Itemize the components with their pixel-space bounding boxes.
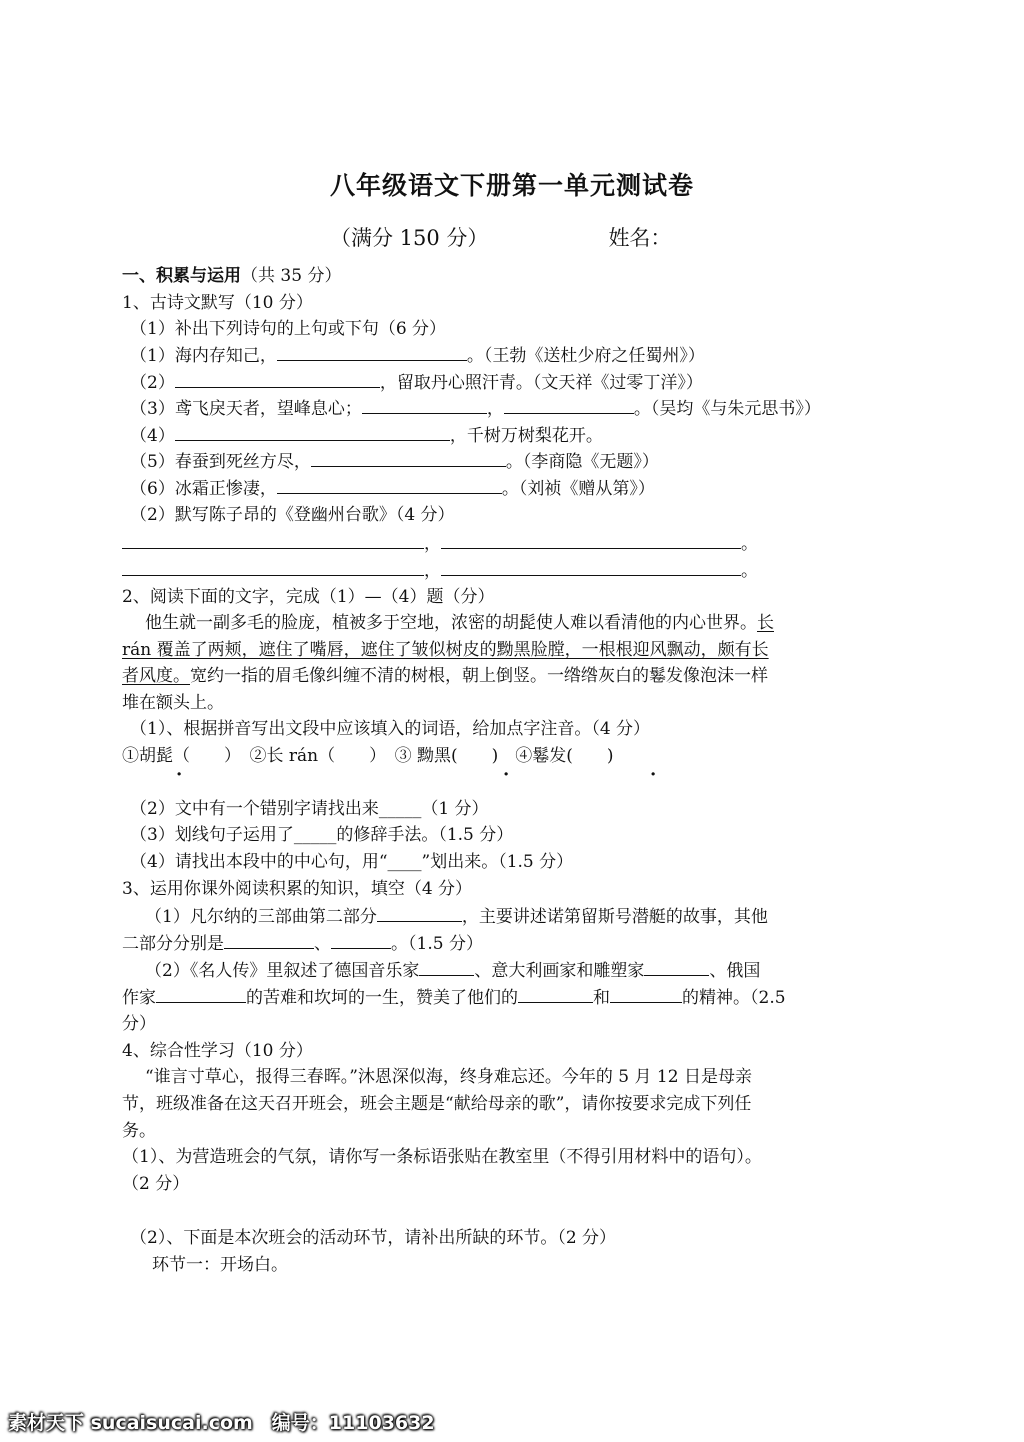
q4-sub1: （1）、为营造班会的气氛，请你写一条标语张贴在教室里（不得引用材料中的语句）。 <box>122 1147 762 1167</box>
q3-line-1: （1）凡尔纳的三部曲第二部分 ，主要讲述诺第留斯号潜艇的故事，其他 <box>145 907 768 927</box>
q4-title: 4、综合性学习（10 分） <box>122 1041 313 1061</box>
q2-sub4: （4）请找出本段中的中心句，用“____”划出来。（1.5 分） <box>130 852 574 872</box>
q1-sub2: （2）默写陈子昂的《登幽州台歌》（4 分） <box>130 505 455 525</box>
answer-blank[interactable] <box>362 397 487 414</box>
answer-blank[interactable] <box>175 424 450 441</box>
q3-line-5: 分） <box>122 1014 156 1034</box>
poem-line-6: （6）冰霜正惨凄， 。（刘祯《赠从第》） <box>130 479 655 499</box>
emphasis-dot: · <box>503 764 510 785</box>
answer-blank[interactable] <box>331 932 391 949</box>
subtitle <box>330 222 671 252</box>
q4-para-2: 节，班级准备在这天召开班会，班会主题是“献给母亲的歌”，请你按要求完成下列任 <box>122 1094 752 1114</box>
emphasis-dot: · <box>176 764 183 785</box>
answer-blank[interactable] <box>277 344 467 361</box>
q3-line-3: （2）《名人传》里叙述了德国音乐家 、意大利画家和雕塑家 、俄国 <box>145 961 761 981</box>
poem-line-1: （1）海内存知己， 。（王勃《送杜少府之任蜀州》） <box>130 346 705 366</box>
q4-para-1: “谁言寸草心，报得三春晖。”沐恩深似海，终身难忘还。今年的 5 月 12 日是母亲 <box>145 1067 752 1087</box>
full-score: （满分 150 分） <box>330 226 489 250</box>
q1-sub1: （1）补出下列诗句的上句或下句（6 分） <box>130 319 447 339</box>
name-label: 姓名： <box>608 226 672 250</box>
passage-line-3: 者风度。宽约一指的眉毛像纠缠不清的树根，朝上倒竖。一绺绺灰白的鬈发像泡沫一样 <box>122 666 768 686</box>
answer-blank[interactable] <box>377 905 462 922</box>
q1-title: 1、古诗文默写（10 分） <box>122 293 313 313</box>
answer-blank[interactable] <box>419 959 474 976</box>
q3-title: 3、运用你课外阅读积累的知识，填空（4 分） <box>122 879 473 899</box>
q4-sub1-score: （2 分） <box>122 1174 190 1194</box>
q4-para-3: 务。 <box>122 1121 156 1141</box>
q2-title: 2、阅读下面的文字，完成（1）—（4）题（分） <box>122 587 495 607</box>
q2-sub1: （1）、根据拼音写出文段中应该填入的词语，给加点字注音。（4 分） <box>130 719 651 739</box>
passage-line-4: 堆在额头上。 <box>122 693 224 713</box>
answer-blank[interactable] <box>504 397 634 414</box>
answer-blank[interactable] <box>518 986 593 1003</box>
answer-blank[interactable] <box>175 371 380 388</box>
q4-sub2-item: 环节一：开场白。 <box>152 1255 288 1275</box>
answer-blank[interactable] <box>122 532 424 549</box>
answer-blank[interactable] <box>610 986 682 1003</box>
poem-line-3: （3）鸢飞戾天者，望峰息心； ， 。（吴均《与朱元思书》） <box>130 399 821 419</box>
q2-sub1-items: ①胡髭（ ） ②长 rán（ ） ③ 黝黑( ) ④鬈发( ) <box>122 746 614 766</box>
answer-blank[interactable] <box>441 532 741 549</box>
poem-line-4: （4） ，千树万树梨花开。 <box>130 426 603 446</box>
answer-blank[interactable] <box>277 477 502 494</box>
q3-line-4: 作家 的苦难和坎坷的一生，赞美了他们的 和 的精神。（2.5 <box>122 988 786 1008</box>
answer-blank[interactable] <box>441 559 741 576</box>
answer-blank[interactable] <box>311 450 506 467</box>
emphasis-dot: · <box>650 764 657 785</box>
answer-blank[interactable] <box>156 986 246 1003</box>
passage-line-2: rán 覆盖了两颊，遮住了嘴唇，遮住了皱似树皮的黝黑脸膛，一根根迎风飘动，颇有长 <box>122 640 769 660</box>
poem-recite-line-1: ， 。 <box>122 532 758 555</box>
section-heading: 一、积累与运用（共 35 分） <box>122 266 342 286</box>
watermark: 素材天下 sucaisucai.com 编号：11103632 <box>8 1412 435 1434</box>
poem-line-5: （5）春蚕到死丝方尽， 。（李商隐《无题》） <box>130 452 659 472</box>
poem-line-2: （2） ，留取丹心照汗青。（文天祥《过零丁洋》） <box>130 373 703 393</box>
q3-line-2: 二部分分别是 、 。（1.5 分） <box>122 934 483 954</box>
passage-line-1: 他生就一副多毛的脸庞，植被多于空地，浓密的胡髭使人难以看清他的内心世界。长 <box>145 613 774 633</box>
q2-sub3: （3）划线句子运用了_____的修辞手法。（1.5 分） <box>130 825 514 845</box>
poem-recite-line-2: ， 。 <box>122 559 758 582</box>
answer-blank[interactable] <box>644 959 709 976</box>
page-title: 八年级语文下册第一单元测试卷 <box>329 171 694 200</box>
answer-blank[interactable] <box>224 932 314 949</box>
q2-sub2: （2）文中有一个错别字请找出来_____（1 分） <box>130 799 489 819</box>
q4-sub2: （2）、下面是本次班会的活动环节，请补出所缺的环节。（2 分） <box>130 1228 617 1248</box>
answer-blank[interactable] <box>122 559 424 576</box>
